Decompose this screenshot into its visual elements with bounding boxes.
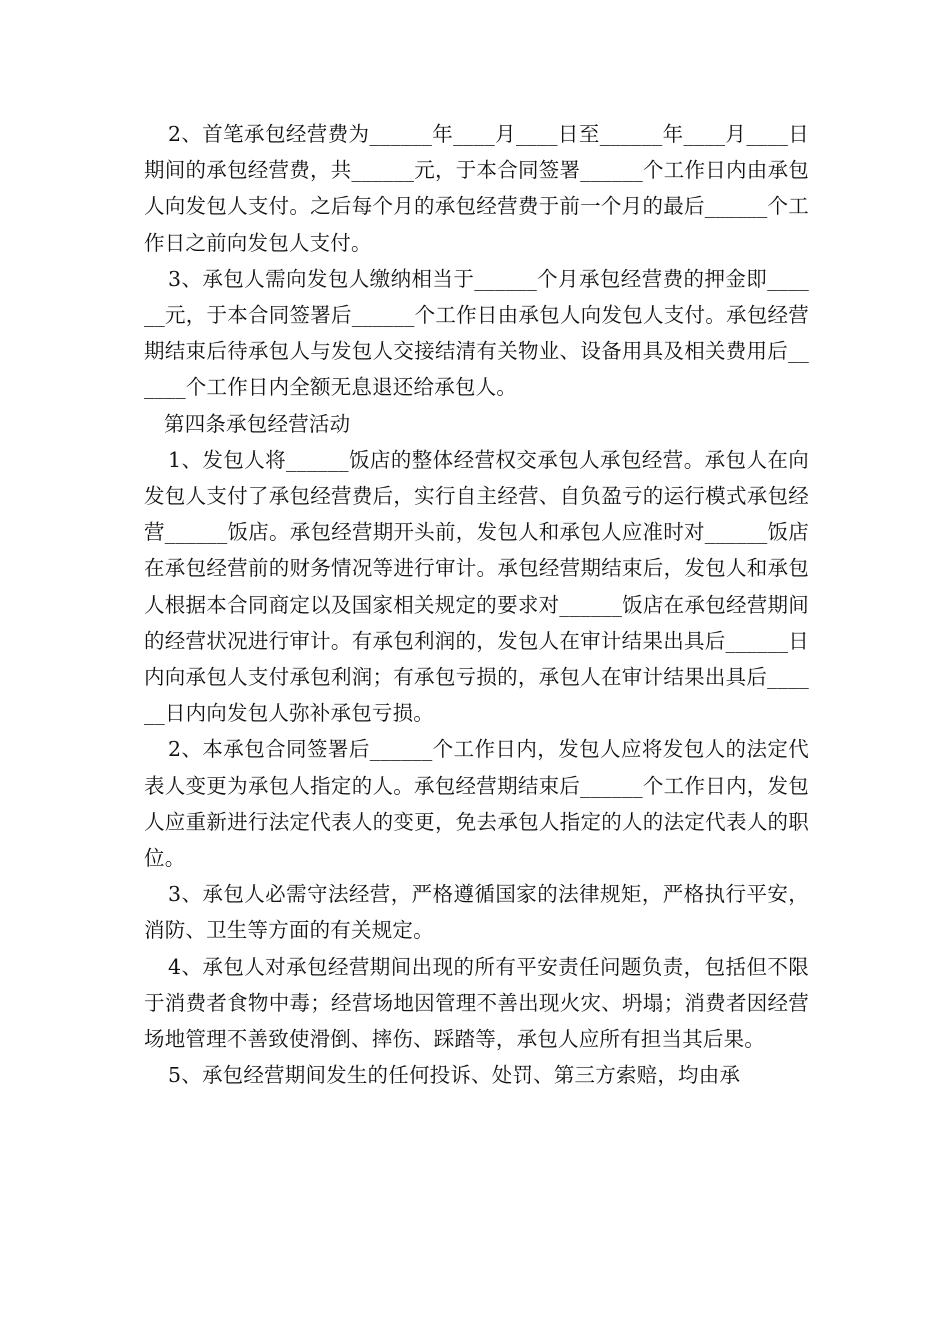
paragraph-safety-responsibility: 4、承包人对承包经营期间出现的所有平安责任问题负责，包括但不限于消费者食物中毒；经营场地因管理不善出现火灾、坍塌；消费者因经营场地管理不善致使滑倒、摔伤、踩踏等，承包人应所有担当其后果。 (144, 954, 809, 1052)
paragraph-legal-representative: 2、本承包合同签署后______个工作日内，发包人应将发包人的法定代表人变更为承包人指定的人。承包经营期结束后______个工作日内，发包人应重新进行法定代表人的变更，免去承包人指定的人的法定代表人的职位。 (144, 737, 809, 871)
section-heading: 第四条承包经营活动 (164, 411, 351, 436)
paragraph-deposit: 3、承包人需向发包人缴纳相当于______个月承包经营费的押金即______元，于本合同签署后______个工作日由承包人向发包人支付。承包经营期结束后待承包人与发包人交接结清有关物业、设备用具及相关费用后______个工作日内全额无息退还给承包人。 (144, 266, 809, 400)
paragraph-first-fee: 2、首笔承包经营费为______年____月____日至______年____月____日期间的承包经营费，共______元，于本合同签署______个工作日内由承包人向发包人支付。之后每个月的承包经营费于前一个月的最后______个工作日之前向发包人支付。 (144, 122, 809, 255)
paragraph-lawful-operation: 3、承包人必需守法经营，严格遵循国家的法律规矩，严格执行平安，消防、卫生等方面的有关规定。 (144, 882, 809, 943)
paragraph-complaints: 5、承包经营期间发生的任何投诉、处罚、第三方索赔，均由承 (168, 1063, 741, 1088)
paragraph-operation-rights: 1、发包人将______饭店的整体经营权交承包人承包经营。承包人在向发包人支付了承包经营费后，实行自主经营、自负盈亏的运行模式承包经营______饭店。承包经营期开头前，发包人和承包人应准时对______饭店在承包经营前的财务情况等进行审计。承包经营期结束后，发包人和承包人根据本合同商定以及国家相关规定的要求对______饭店在承包经营期间的经营状况进行审计。有承包利润的，发包人在审计结果出具后______日内向承包人支付承包利润；有承包亏损的，承包人在审计结果出具后______日内向发包人弥补承包亏损。 (144, 447, 809, 726)
document-body (144, 116, 809, 1093)
